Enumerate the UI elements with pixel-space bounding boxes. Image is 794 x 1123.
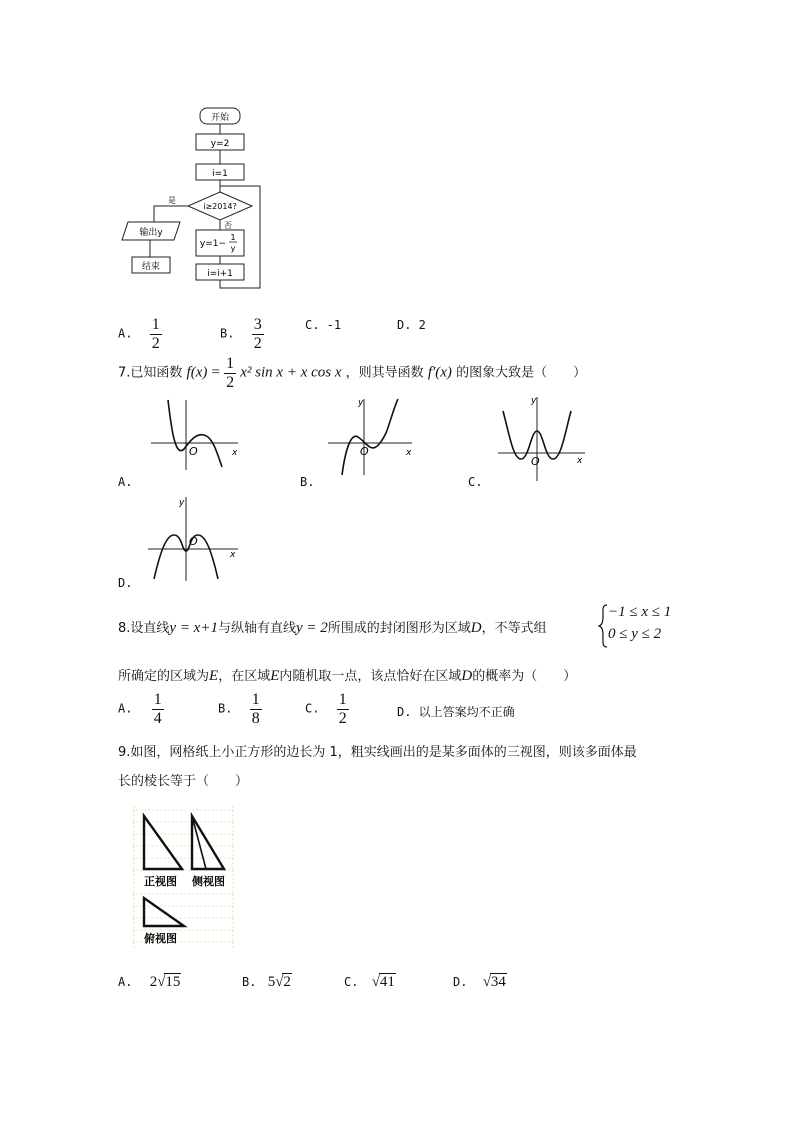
q6-a-fraction: $\frac{1}{2}$ [151, 316, 160, 352]
svg-text:y: y [179, 498, 185, 508]
q7-graph-d[interactable] [146, 493, 246, 583]
flow-condition-text: i≥2014? [203, 202, 237, 211]
flow-no-label: 否 [224, 221, 232, 230]
q9-stem-line1: 9.如图，网格纸上小正方形的边长为 1，粗实线画出的是某多面体的三视图，则该多面体最 [118, 745, 637, 760]
q9-side-label: 侧视图 [192, 875, 225, 888]
flow-assign-y-text: y=2 [210, 139, 230, 149]
svg-text:O: O [531, 455, 540, 468]
q8-stem-line1: 8.设直线y = x+1与纵轴有直线y = 2所围成的封闭图形为区域D，不等式组 [118, 620, 547, 636]
q7-option-d[interactable]: D. [118, 576, 133, 590]
q9-front-label: 正视图 [144, 875, 177, 888]
q7-graph-c[interactable] [493, 393, 593, 483]
q7-half-fraction: $\frac{1}{2}$ [226, 355, 235, 391]
svg-text:y: y [531, 396, 537, 406]
q9-three-views [130, 802, 240, 952]
flow-output-text: 输出y [139, 228, 163, 238]
q8-option-b[interactable]: B. $\frac{1}{8}$ [218, 691, 260, 727]
q8-option-d[interactable]: D. 以上答案均不正确 [397, 705, 515, 719]
q9-side-view-triangle [192, 816, 224, 869]
q6-b-fraction: $\frac{3}{2}$ [253, 316, 262, 352]
flow-update-y-prefix: y=1− [199, 239, 227, 249]
flow-update-i-text: i=i+1 [207, 269, 233, 279]
svg-text:O: O [360, 445, 369, 458]
svg-text:y: y [358, 398, 364, 408]
q6-option-d[interactable]: D. 2 [397, 318, 426, 332]
q9-option-a[interactable]: A. 2√15 [118, 974, 181, 990]
q6-option-c[interactable]: C. -1 [305, 318, 342, 332]
flow-update-y-num: 1 [230, 233, 236, 242]
svg-text:x: x [577, 456, 583, 466]
q7-graph-b[interactable] [320, 395, 420, 480]
q8-option-c[interactable]: C. $\frac{1}{2}$ [305, 691, 347, 727]
q9-front-view-triangle [144, 816, 182, 869]
svg-text:x: x [406, 448, 412, 458]
q8-option-a[interactable]: A. $\frac{1}{4}$ [118, 691, 162, 727]
q7-option-c[interactable]: C. [468, 475, 483, 489]
q9-top-label: 俯视图 [144, 932, 177, 945]
flow-start-text: 开始 [210, 113, 230, 123]
q9-option-d[interactable]: D. √34 [453, 974, 506, 990]
flow-yes-label: 是 [168, 196, 176, 205]
q8-system-row1: −1 ≤ x ≤ 1 [608, 604, 672, 620]
q7-stem: 7.已知函数 f(x) = $\frac{1}{2}$ x² sin x + x cos x ，则其导函数 f′(x) 的图象大致是（ ） [118, 355, 587, 391]
svg-text:x: x [232, 448, 238, 458]
q8-stem-line2: 所确定的区域为E，在区域E内随机取一点，该点恰好在区域D的概率为（ ） [118, 668, 577, 684]
flowchart [110, 100, 280, 300]
svg-text:x: x [230, 550, 236, 560]
q9-option-c[interactable]: C. √41 [344, 974, 395, 990]
flow-assign-i-text: i=1 [212, 169, 228, 179]
flow-update-y-den: y [230, 244, 236, 253]
q7-option-a[interactable]: A. [118, 475, 133, 489]
q7-graph-a[interactable] [146, 395, 246, 475]
svg-text:O: O [189, 445, 198, 458]
q9-top-view-triangle [144, 898, 184, 926]
flow-end-text: 结束 [141, 262, 161, 272]
svg-text:O: O [189, 535, 198, 548]
q7-option-b[interactable]: B. [300, 475, 315, 489]
q9-option-b[interactable]: B. 5√2 [242, 974, 291, 990]
q6-option-b[interactable]: B. $\frac{3}{2}$ [220, 316, 262, 352]
q9-stem-line2: 长的棱长等于（ ） [118, 774, 249, 789]
q6-option-a[interactable]: A. $\frac{1}{2}$ [118, 316, 160, 352]
q8-system-row2: 0 ≤ y ≤ 2 [608, 626, 662, 642]
